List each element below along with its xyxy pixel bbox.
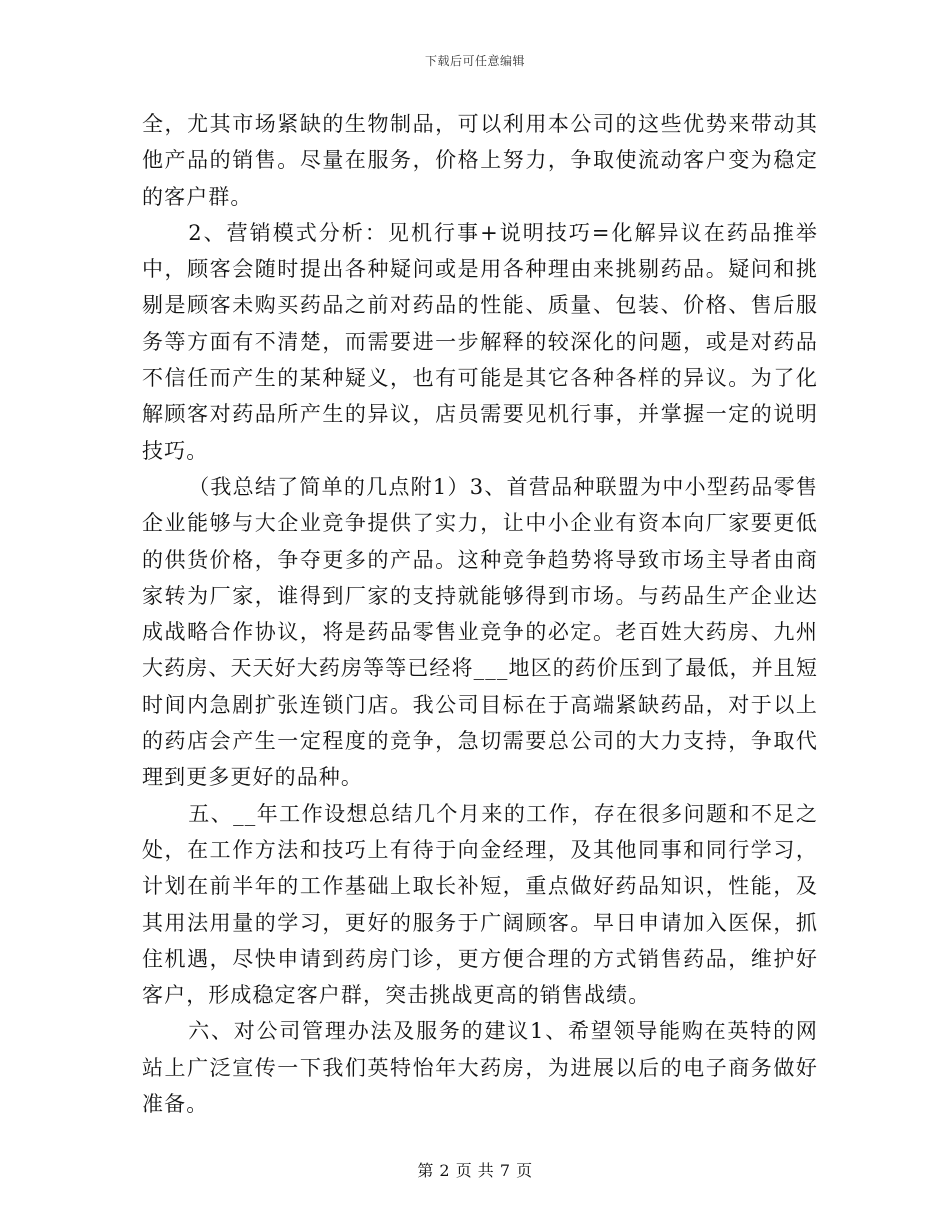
document-body [142, 106, 818, 1122]
paragraph-continuation: 全，尤其市场紧缺的生物制品，可以利用本公司的这些优势来带动其他产品的销售。尽量在服务，价格上努力，争取使流动客户变为稳定的客户群。 [142, 112, 818, 209]
page-header-note: 下载后可任意编辑 [424, 54, 525, 68]
paragraph-work-plan: 五、__年工作设想总结几个月来的工作，存在很多问题和不足之处，在工作方法和技巧上有待于向金经理，及其他同事和同行学习，计划在前半年的工作基础上取长补短，重点做好药品知识，性能，及其用法用量的学习，更好的服务于广阔顾客。早日申请加入医保，抓住机遇，尽快申请到药房门诊，更方便合理的方式销售药品，维护好客户，形成稳定客户群，突击挑战更高的销售战绩。 [142, 801, 818, 1008]
paragraph-marketing-model: 2、营销模式分析：见机行事+说明技巧=化解异议在药品推举中，顾客会随时提出各种疑问或是用各种理由来挑剔药品。疑问和挑剔是顾客未购买药品之前对药品的性能、质量、包装、价格、售后服务等方面有不清楚，而需要进一步解释的较深化的问题，或是对药品不信任而产生的某种疑义，也有可能是其它各种各样的异议。为了化解顾客对药品所产生的异议，店员需要见机行事，并掌握一定的说明技巧。 [142, 220, 818, 463]
paragraph-suggestions: 六、对公司管理办法及服务的建议1、希望领导能购在英特的网站上广泛宣传一下我们英特怡年大药房，为进展以后的电子商务做好准备。 [142, 1019, 818, 1117]
paragraph-alliance: （我总结了简单的几点附1）3、首营品种联盟为中小型药品零售企业能够与大企业竞争提供了实力，让中小企业有资本向厂家要更低的供货价格，争夺更多的产品。这种竞争趋势将导致市场主导者由商家转为厂家，谁得到厂家的支持就能够得到市场。与药品生产企业达成战略合作协议，将是药品零售业竞争的必定。老百姓大药房、九州大药房、天天好大药房等等已经将___地区的药价压到了最低，并且短时间内急剧扩张连锁门店。我公司目标在于高端紧缺药品，对于以上的药店会产生一定程度的竞争，急切需要总公司的大力支持，争取代理到更多更好的品种。 [142, 474, 818, 790]
page-number: 第 2 页 共 7 页 [417, 1161, 533, 1180]
